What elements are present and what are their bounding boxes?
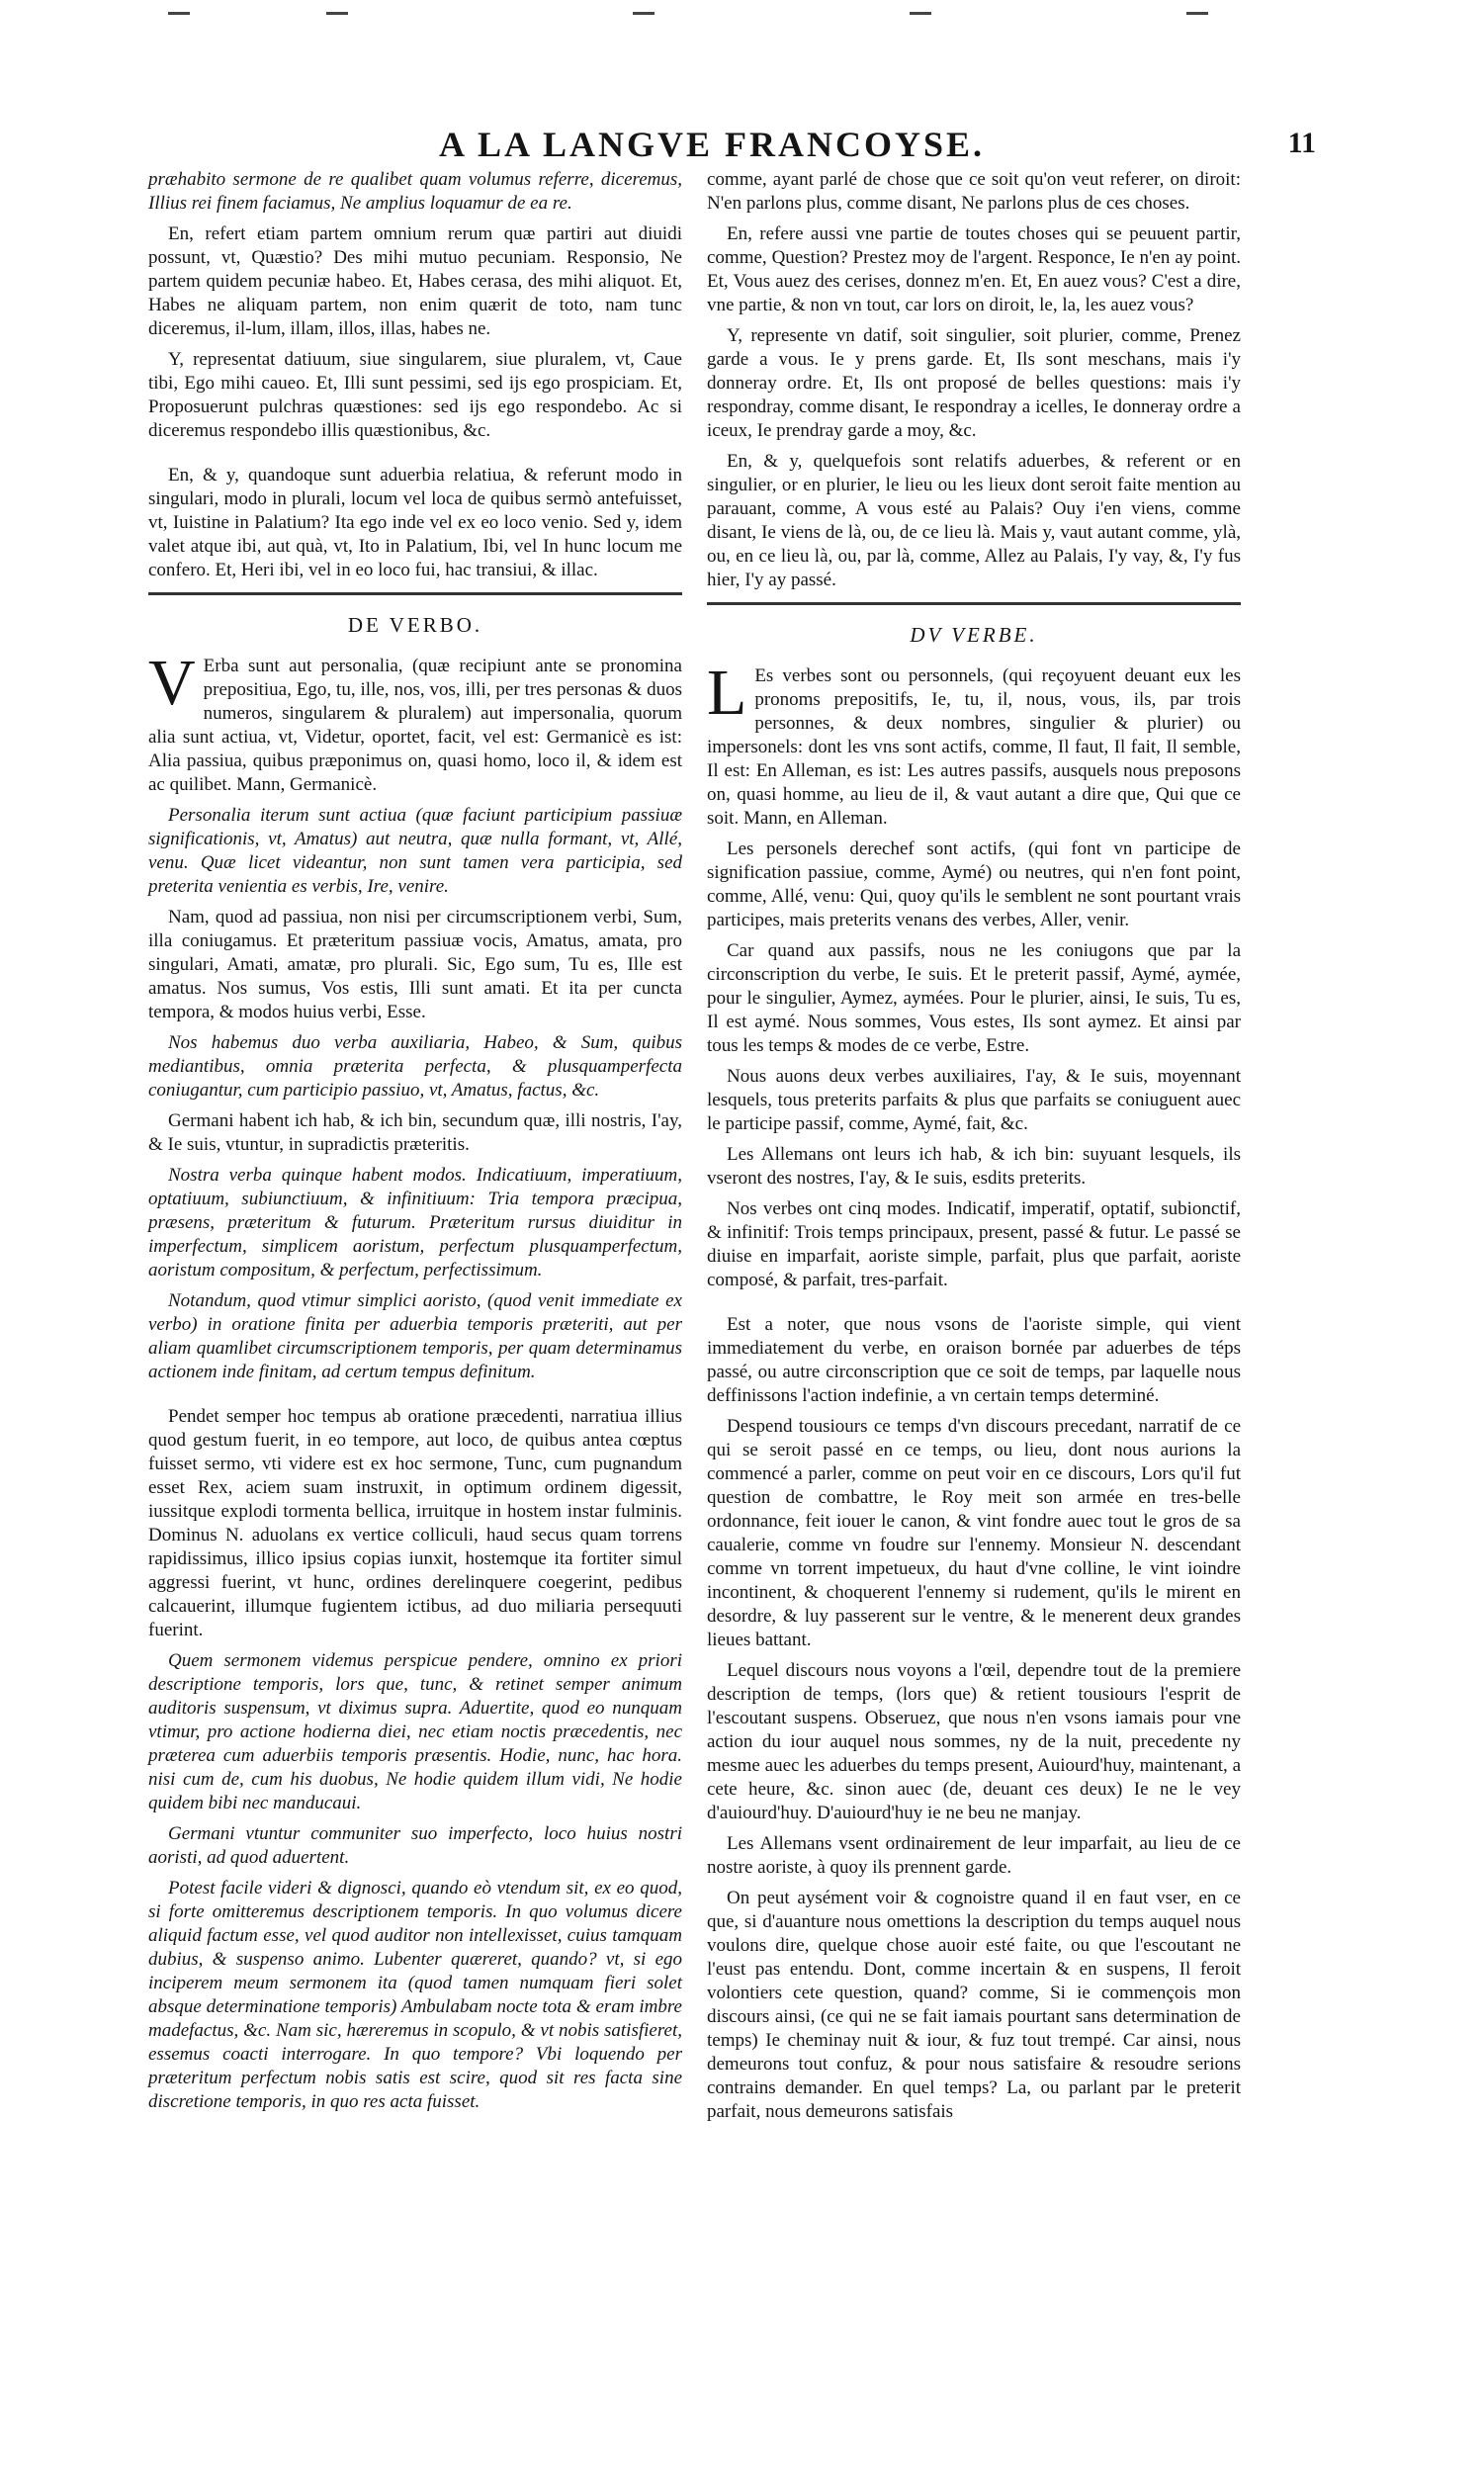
paragraph: Potest facile videri & dignosci, quando eò vtendum sit, ex eo quod, si forte omitteremus descriptionem temporis. In quo volumus dicere aliquid factum esse, vel quod auditor non intellexisset, cuius tamquam dubius, & suspenso animo. Lubenter quæreret, quando? vt, si ego inciperem meum sermonem ita (quod tamen numquam fieri solet absque determinatione temporis) Ambulabam nocte tota & eram imbre madefactus, &c. Nam sic, hæreremus in scopulo, & vt nobis satisfieret, essemus coacti interrogare. In quo tempore? Vbi loquendo per præteritum perfectum nobis satis est scire, quod sit res facta sine discretione temporis, in quo res acta fuisset. <box>148 1878 682 2112</box>
paragraph: præhabito sermone de re qualibet quam volumus referre, diceremus, Illius rei finem faciamus, Ne amplius loquamur de ea re. <box>148 169 682 214</box>
paragraph: Y, representat datiuum, siue singularem, siue pluralem, vt, Caue tibi, Ego mihi caueo. Et, Illi sunt pessimi, sed ijs ego prospiciam. Et, Proposuerunt pulchras quæstiones: sed ijs ego respondebo. Ac si diceremus respondebo illis quæstionibus, &c. <box>148 349 682 441</box>
paragraph: Nos verbes ont cinq modes. Indicatif, imperatif, optatif, subionctif, & infinitif: Trois temps principaux, present, passé & futur. Le passé se diuise en imparfait, aoriste simple, parfait, plus que parfait, aoriste composé, & parfait, tres-parfait. <box>707 1198 1241 1290</box>
paragraph: En, & y, quandoque sunt aduerbia relatiua, & referunt modo in singulari, modo in plurali, locum vel loca de quibus sermò antefuisset, vt, Iuistine in Palatium? Ita ego inde vel ex eo loco venio. Sed y, idem valet atque ibi, aut quà, vt, Ito in Palatium, Ibi, vel In hunc locum me confero. Et, Heri ibi, vel in eo loco fui, hac transiui, & illac. <box>148 465 682 580</box>
paragraph: Nam, quod ad passiua, non nisi per circumscriptionem verbi, Sum, illa coniugamus. Et præteritum passiuæ vocis, Amatus, amata, pro singulari, Amati, amatæ, pro plurali. Sic, Ego sum, Tu es, Ille est amatus. Nos sumus, Vos estis, Illi sunt amati. Et ita per cuncta tempora, & modos huius verbi, Esse. <box>148 907 682 1022</box>
paragraph: On peut aysément voir & cognoistre quand il en faut vser, en ce que, si d'auanture nous omettions la description du temps auquel nous voulons dire, quelque chose auoir esté faite, ou que l'escoutant ne l'eust pas entendu. Dont, comme incertain & en suspens, Il feroit volontiers cete question, quand? comme, Si ie commençois mon discours ainsi, (ce qui ne se fait iamais pourtant sans determination de temps) Ie cheminay nuit & iour, & fuz tout trempé. Car ainsi, nous demeurons tout confuz, & pour nous satisfaire & resoudre serions contrains demander. En quel temps? La, ou parlant par le preterit parfait, nous demeurons satisfais <box>707 1888 1241 2122</box>
paragraph: Pendet semper hoc tempus ab oratione præcedenti, narratiua illius quod gestum fuerit, in eo tempore, aut loco, de quibus antea cœptus fuisset sermo, vti videre est ex hoc sermone, Tunc, cum pugnandum esset Rex, aciem suam instruxit, in optimum ordinem digessit, iussitque explodi tormenta bellica, irruitque in hostem instar fulminis. Dominus N. aduolans ex vertice colliculi, haud secus quam torrens rapidissimus, illico ipsius copias iunxit, hostemque ita fortiter simul aggressi fuerint, vt hunc, ordines derelinquere coegerint, pedibus calcauerint, illumque fugientem ictibus, ad duo miliaria persequuti fuerint. <box>148 1406 682 1640</box>
paragraph: Les personels derechef sont actifs, (qui font vn participe de signification passiue, comme, Aymé) ou neutres, qui n'en font point, comme, Allé, venu: Qui, quoy qu'ils le semblent ne sont pourtant vrais participes, mais preterits venans des verbes, Aller, venir. <box>707 839 1241 930</box>
section-rule <box>707 602 1241 605</box>
paragraph: Nostra verba quinque habent modos. Indicatiuum, imperatiuum, optatiuum, subiunctiuum, & infinitiuum: Tria tempora præcipua, præsens, præteritum & futurum. Præteritum rursus diuiditur in imperfectum, simplicem aoristum, perfectum plusquamperfectum, aoristum compositum, & perfectum, perfectissimum. <box>148 1165 682 1280</box>
paragraph: Lequel discours nous voyons a l'œil, dependre tout de la premiere description de temps, (lors que) & retient tousiours l'esprit de l'escoutant suspens. Obseruez, que nous n'en vsons iamais pour vne action du iour auquel nous sommes, ny de la nuit, precedente ny mesme auec les aduerbes du temps present, Auiourd'huy, maintenant, a cete heure, &c. sinon auec (de, deuant ces deux) Ie ne le vey d'auiourd'huy. D'auiourd'huy ie ne beu ne manjay. <box>707 1660 1241 1823</box>
section-rule <box>148 592 682 595</box>
paragraph: comme, ayant parlé de chose que ce soit qu'on veut referer, on diroit: N'en parlons plus, comme disant, Ne parlons plus de ces choses. <box>707 169 1241 214</box>
paragraph: L Es verbes sont ou personnels, (qui reçoyuent deuant eux les pronoms prepositifs, Ie, tu, il, nous, vous, ils, par trois personnes, & deux nombres, singulier & plurier) ou impersonels: dont les vns sont actifs, comme, Il faut, Il fait, Il semble, Il est: En Alleman, es ist: Les autres passifs, ausquels nous preposons on, quasi homme, au lieu de il, & vaut autant a dire que, Qui que ce soit. Mann, en Alleman. <box>707 657 1241 829</box>
paragraph: Despend tousiours ce temps d'vn discours precedant, narratif de ce qui se seroit passé en ce temps, ou lieu, dont nous aurions la commencé a parler, comme on peut voir en ce discours, Lors qu'il fut question de combattre, le Roy meit son armée en tres-belle ordonnance, feit iouer le canon, & vint fondre auec tout le gros de sa caualerie, comme vn foudre sur l'ennemy. Monsieur N. descendant comme vn torrent impetueux, du haut d'vne colline, le vint ioindre incontinent, & choquerent l'ennemy si rudement, qu'ils le mirent en desordre, & luy passerent sur le ventre, & le menerent deux grandes lieues battant. <box>707 1416 1241 1650</box>
edge-mark <box>1186 12 1208 15</box>
french-column <box>707 168 1241 2131</box>
paragraph: Les Allemans vsent ordinairement de leur imparfait, au lieu de ce nostre aoriste, à quoy ils prennent garde. <box>707 1833 1241 1878</box>
drop-cap: L <box>707 657 747 729</box>
edge-mark <box>326 12 348 15</box>
running-title: A LA LANGVE FRANCOYSE. <box>438 125 986 164</box>
paragraph: En, & y, quelquefois sont relatifs aduerbes, & referent or en singulier, or en plurier, le lieu ou les lieux dont seroit faite mention au parauant, comme, A vous esté au Palais? Ouy i'en viens, comme disant, Ie viens de là, ou, de ce lieu là. Mais y, vaut autant comme, ylà, ou, en ce lieu là, ou, par là, comme, Allez au Palais, I'y vay, &, I'y fus hier, I'y ay passé. <box>707 451 1241 590</box>
latin-column <box>148 168 682 2121</box>
edge-mark <box>168 12 190 15</box>
paragraph: Y, represente vn datif, soit singulier, soit plurier, comme, Prenez garde a vous. Ie y prens garde. Et, Ils sont meschans, mais i'y donneray ordre. Et, Ils ont proposé de belles questions: mais i'y respondray, comme disant, Ie respondray a icelles, Ie donneray ordre a iceux, Ie prendray garde a moy, &c. <box>707 325 1241 441</box>
paragraph: Les Allemans ont leurs ich hab, & ich bin: suyuant lesquels, ils vseront des nostres, I'ay, & Ie suis, esdits preterits. <box>707 1144 1241 1189</box>
top-edge-marks <box>0 12 1484 24</box>
paragraph: En, refere aussi vne partie de toutes choses qui se peuuent partir, comme, Question? Prestez moy de l'argent. Responce, Ie n'en ay point. Et, Vous auez des cerises, donnez m'en. Et, En auez vous? C'est a dire, vne partie, & non vn tout, car lors on diroit, le, la, les auez vous? <box>707 223 1241 315</box>
edge-mark <box>910 12 931 15</box>
paragraph: Nous auons deux verbes auxiliaires, I'ay, & Ie suis, moyennant lesquels, tous preterits parfaits & plus que parfaits se coniuguent auec le participe passif, comme, Aymé, fait, &c. <box>707 1066 1241 1134</box>
paragraph: V Erba sunt aut personalia, (quæ recipiunt ante se pronomina prepositiua, Ego, tu, ille, nos, vos, illi, per tres personas & duos numeros, singularem & pluralem) aut impersonalia, quorum alia sunt actiua, vt, Videtur, oportet, facit, vel est: Germanicè es ist: Alia passiua, quibus præponimus on, quasi homo, loco il, & idem est ac quilibet. Mann, Germanicè. <box>148 647 682 795</box>
drop-cap: V <box>148 647 196 719</box>
section-title: DV VERBE. <box>910 623 1038 647</box>
paragraph: Quem sermonem videmus perspicue pendere, omnino ex priori descriptione temporis, lors que, tunc, & retinet semper animum auditoris suspensum, vt diximus supra. Aduertite, quod eo nunquam vtimur, pro actione hodierna diei, nec etiam noctis præcedentis, nec præterea cum aduerbiis temporis præsentis. Hodie, nunc, hac hora. nisi cum de, cum his duobus, Ne hodie quidem illum vidi, Ne hodie quidem bibi nec manducaui. <box>148 1650 682 1813</box>
edge-mark <box>633 12 655 15</box>
paragraph: Germani vtuntur communiter suo imperfecto, loco huius nostri aoristi, ad quod aduertent. <box>148 1823 682 1868</box>
paragraph: Car quand aux passifs, nous ne les coniugons que par la circonscription du verbe, Ie suis. Et le preterit passif, Aymé, aymée, pour le singulier, Aymez, aymées. Pour le plurier, ainsi, Ie suis, Tu es, Il est aymé. Nous sommes, Vous estes, Ils sont aymez. Et ainsi par tous les temps & modes de ce verbe, Estre. <box>707 940 1241 1056</box>
paragraph: Notandum, quod vtimur simplici aoristo, (quod venit immediate ex verbo) in oratione finita per aduerbia temporis præteriti, aut per aliam quamlibet circumscriptionem temporis, per quam determinamus actionem inde finitam, ad certum tempus definitum. <box>148 1290 682 1382</box>
paragraph: Nos habemus duo verba auxiliaria, Habeo, & Sum, quibus mediantibus, omnia præterita perfecta, & plusquamperfecta coniugantur, cum participio passiuo, vt, Amatus, factus, &c. <box>148 1032 682 1101</box>
paragraph: Personalia iterum sunt actiua (quæ faciunt participium passiuæ significationis, vt, Amatus) aut neutra, quæ nulla formant, vt, Allé, venu. Quæ licet videantur, non sunt tamen vera participia, sed preterita venientia es verbis, Ire, venire. <box>148 805 682 897</box>
paragraph: Est a noter, que nous vsons de l'aoriste simple, qui vient immediatement du verbe, en oraison bornée par aduerbes de téps passé, ou autre circonscription que ce soit de temps, par laquelle nous deffinissons l'action indefinie, a vn certain temps determiné. <box>707 1314 1241 1406</box>
paragraph: En, refert etiam partem omnium rerum quæ partiri aut diuidi possunt, vt, Quæstio? Des mihi mutuo pecuniam. Responsio, Ne partem quidem pecuniæ habeo. Et, Habes cerasa, des mihi aliquot. Et, Habes ne aliquam partem, non enim quærit de toto, nam tunc diceremus, il-lum, illam, illos, illas, habes ne. <box>148 223 682 339</box>
paragraph: Germani habent ich hab, & ich bin, secundum quæ, illi nostris, I'ay, & Ie suis, vtuntur, in supradictis præteritis. <box>148 1110 682 1155</box>
section-title: DE VERBO. <box>347 613 483 637</box>
page-number: 11 <box>1287 127 1316 159</box>
